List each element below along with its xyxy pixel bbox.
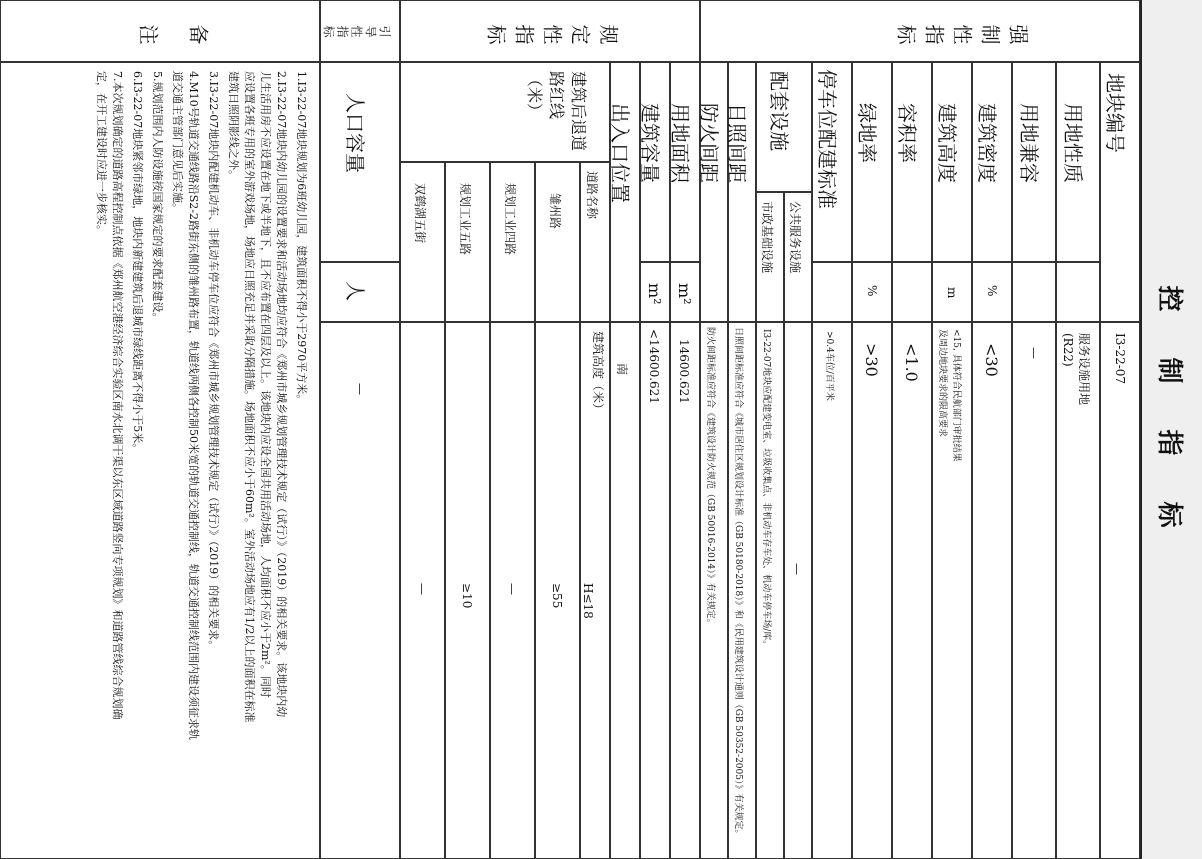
remark-line-3: 儿生活用房不应设置在地下或半地下，且不应布置在四层及以上。该地块内应设全园共用活动场地，人均面积不应小于2m²。同时	[259, 71, 272, 698]
remark-line-5: 建筑日照阴影线之外。	[227, 71, 240, 181]
entrance-label-cell	[610, 62, 640, 322]
height-unit: m	[945, 287, 959, 299]
remark-line-2: 2.I3-22-07地块内幼儿园的设置要求和活动场地均应符合《郑州市城乡规划管理技术规定（试行）》（2019）的相关要求。该地块内幼	[275, 71, 288, 718]
public-facility-value-cell	[784, 322, 812, 859]
volume-unit: m²	[645, 283, 664, 305]
land-use-label: 用地性质	[1061, 103, 1085, 183]
block-id-label: 地块编号	[1103, 73, 1127, 153]
land-area-value-cell	[670, 322, 700, 859]
setback-value-2-cell	[490, 322, 535, 859]
population-unit: 人	[343, 281, 367, 301]
green-unit-cell	[852, 262, 892, 322]
setback-value-2: —	[505, 583, 519, 595]
setback-road-1: 雏州路	[548, 193, 562, 230]
far-value: <1.0	[902, 343, 921, 382]
facilities-label-cell	[756, 62, 812, 192]
height-note-2: 及周边地块要求的限高要求	[937, 329, 947, 438]
density-value-cell	[972, 322, 1012, 859]
parking-value: >0.4车位/百平米	[824, 331, 834, 401]
green-value-cell	[852, 322, 892, 859]
sunlight-value-cell	[728, 322, 756, 859]
group-regulatory-label: 规定性指标	[479, 21, 619, 45]
population-label-cell	[320, 62, 400, 262]
volume-label-cell	[640, 62, 670, 262]
parking-label: 停车位配建标准	[815, 69, 839, 209]
setback-road-3: 规划工业五路	[458, 183, 472, 256]
remark-line-9: 5.规划范围内人防设施按国家规定的要求配套建设。	[151, 71, 164, 324]
green-label: 绿地率	[855, 103, 879, 163]
population-unit-cell	[320, 262, 400, 322]
green-value: >30	[862, 343, 881, 377]
setback-value-1: ≥55	[550, 583, 564, 609]
green-unit: %	[865, 285, 879, 297]
volume-value: <14600.621	[647, 329, 661, 404]
remark-line-10: 6.I3-22-07地块紧邻市绿地，地块内新建建筑后退城市绿线距离不得小于5米。	[131, 71, 144, 455]
land-area-unit: m²	[675, 283, 694, 305]
entrance-label: 出入口位置	[608, 103, 632, 203]
remark-line-7: 4.M10号轨道交通线路沿S2-2路街东侧的雏州路布置，轨道线两侧各控制50米宽的轨道交通控制线，轨道交通控制线范围内建设须征求轨	[187, 71, 200, 740]
public-facility-label: 公共服务设施	[788, 201, 802, 274]
public-facility-value: —	[790, 563, 804, 575]
setback-col-height-cell	[580, 322, 610, 859]
height-label-cell	[932, 62, 972, 262]
green-label-cell	[852, 62, 892, 262]
compat-unit-cell	[1012, 262, 1056, 322]
entrance-value-cell	[610, 322, 640, 859]
far-label-cell	[892, 62, 932, 262]
municipal-facility-label-cell	[756, 192, 784, 322]
setback-col-road-cell	[580, 162, 610, 322]
header-band	[1140, 0, 1202, 859]
sunlight-label: 日照间距	[725, 103, 749, 183]
fire-label-cell	[697, 62, 728, 322]
setback-road-4: 双鹤湖五街	[413, 183, 427, 244]
remark-line-11: 7.本次规划确定的道路高程控制点依据《郑州航空港经济综合实验区南水北调干渠以东区域道路竖向专项规划》和道路管线综合规划确	[111, 71, 124, 720]
setback-value-1-cell	[535, 322, 580, 859]
group-guiding-label: 引导性指标	[321, 24, 391, 38]
municipal-facility-value-cell	[756, 322, 784, 859]
land-use-unit-cell	[1056, 262, 1100, 322]
setback-value-3-cell	[445, 322, 490, 859]
setback-col-height: 建筑高度（米）	[591, 331, 605, 416]
remarks-body-cell	[0, 62, 320, 859]
setback-label-cell	[400, 62, 610, 162]
land-area-label-cell	[670, 62, 700, 262]
block-id-value-cell	[1100, 322, 1140, 859]
land-area-label: 用地面积	[668, 103, 692, 183]
parking-unit-cell	[812, 262, 852, 322]
volume-label: 建筑容量	[638, 103, 662, 183]
volume-value-cell	[640, 322, 670, 859]
public-facility-label-cell	[784, 192, 812, 322]
compat-label-cell	[1012, 62, 1056, 262]
setback-road-2: 规划工业四路	[503, 183, 517, 256]
land-area-value: 14600.621	[677, 339, 691, 404]
far-label: 容积率	[895, 103, 919, 163]
parking-value-cell	[812, 322, 852, 859]
group-remarks	[0, 0, 320, 62]
height-unit-cell	[932, 262, 972, 322]
facilities-label: 配套设施	[767, 71, 791, 151]
setback-value-3: ≥10	[460, 583, 474, 609]
setback-value-4: —	[415, 583, 429, 595]
far-value-cell	[892, 322, 932, 859]
group-mandatory	[700, 0, 1140, 62]
density-label-cell	[972, 62, 1012, 262]
height-note-1: <15, 具体符合民航部门审批结果	[951, 329, 961, 462]
land-area-unit-cell	[670, 262, 700, 322]
remark-line-12: 定，在开工建设时应进一步核实。	[95, 71, 108, 236]
volume-unit-cell	[640, 262, 670, 322]
parking-label-cell	[812, 62, 852, 262]
compat-value-cell	[1012, 322, 1056, 859]
compat-value: —	[1027, 347, 1041, 359]
setback-col-road: 道路名称	[585, 171, 599, 220]
fire-value: 防火间距标准应符合《建筑设计防火规范（GB 50016-2014）》有关规定。	[705, 327, 715, 628]
land-use-value-cell	[1056, 322, 1100, 859]
sunlight-label-cell	[725, 62, 756, 322]
height-value-cell	[932, 322, 972, 859]
setback-road-3-cell	[445, 162, 490, 322]
remark-line-6: 3.I3-22-07地块内配建机动车、非机动车停车位应符合《郑州市城乡规划管理技术规定（试行）》（2019）的相关要求。	[207, 71, 220, 652]
sheet-title: 控制指标	[1154, 285, 1184, 574]
group-remarks-label: 备注	[109, 21, 209, 45]
density-value: <30	[982, 343, 1001, 377]
municipal-facility-value: I3-22-07地块应配建变电室、垃圾收集点、非机动车存车处、机动车停车场/库。	[761, 329, 771, 650]
population-value-cell	[320, 322, 400, 859]
setback-label: 建筑后退道路红线（米）	[525, 71, 588, 152]
population-value: —	[353, 383, 367, 395]
setback-height-value: H≤18	[581, 583, 595, 619]
density-unit-cell	[972, 262, 1012, 322]
block-id-label-cell	[1100, 62, 1140, 322]
setback-value-4-cell	[400, 322, 445, 859]
group-mandatory-label: 强制性指标	[889, 21, 1029, 45]
group-guiding	[320, 0, 400, 62]
density-unit: %	[985, 285, 999, 297]
remark-line-8: 道交通主管部门意见后实施。	[171, 71, 184, 214]
setback-road-2-cell	[490, 162, 535, 322]
setback-road-4-cell	[400, 162, 445, 322]
land-use-label-cell	[1056, 62, 1100, 262]
land-use-value: 服务设施用地	[1077, 333, 1091, 406]
block-id-value: I3-22-07	[1113, 333, 1127, 385]
municipal-facility-label: 市政基础设施	[760, 201, 774, 274]
group-regulatory	[400, 0, 700, 62]
sunlight-value: 日照间距标准应符合《城市居住区规划设计标准（GB 50180-2018）》和《民用建筑设计通则（GB 50352-2005）》有关规定。	[733, 327, 743, 839]
far-unit-cell	[892, 262, 932, 322]
fire-value-cell	[700, 322, 728, 859]
setback-road-1-cell	[535, 162, 580, 322]
remark-line-1: 1.I3-22-07地块规划为6班幼儿园，建筑面积不得小于2970平方米。	[295, 71, 308, 406]
land-use-code: (R22)	[1061, 333, 1075, 367]
compat-label: 用地兼容	[1017, 103, 1041, 183]
remark-line-4: 应设置各班专用的室外游戏场地，场地应日照充足并采取分隔措施。场地面积不应小于60m²。室外活动场地应有1/2以上的面积在标准	[243, 71, 256, 723]
density-label: 建筑密度	[975, 103, 999, 183]
height-label: 建筑高度	[935, 103, 959, 183]
entrance-value: 南	[615, 363, 629, 376]
fire-label: 防火间距	[697, 103, 721, 183]
population-label: 人口容量	[343, 93, 367, 173]
